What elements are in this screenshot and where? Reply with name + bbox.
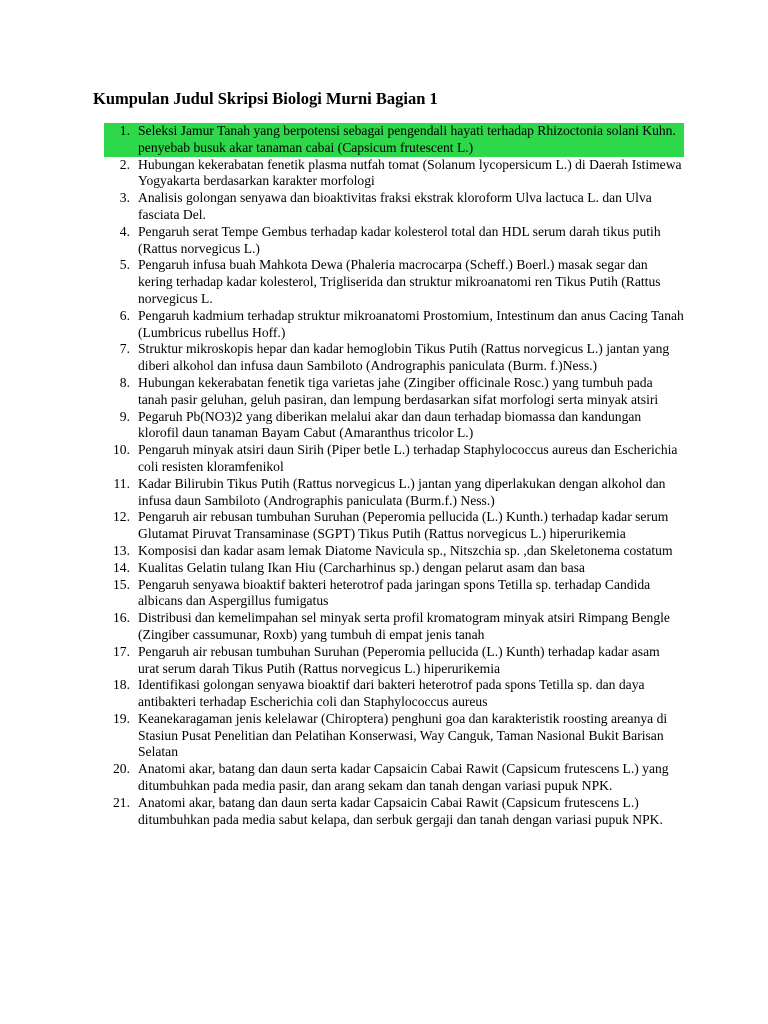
list-item-text: Identifikasi golongan senyawa bioaktif dari bakteri heterotrof pada spons Tetilla sp. dan daya antibakteri terhadap Escherichia coli dan Staphylococcus aureus bbox=[138, 677, 645, 710]
list-item bbox=[104, 560, 684, 577]
list-item-text: Komposisi dan kadar asam lemak Diatome Navicula sp., Nitszchia sp. ,dan Skeletonema costatum bbox=[138, 542, 673, 558]
list-item-number: 3. bbox=[119, 190, 130, 206]
list-item-text: Pengaruh infusa buah Mahkota Dewa (Phaleria macrocarpa (Scheff.) Boerl.) masak segar dan kering terhadap kadar kolesterol, Trigliserida dan struktur mikroanatomi ren Tikus Putih (Rattus norvegicus L. bbox=[138, 257, 661, 306]
list-item bbox=[104, 795, 684, 829]
list-item-highlighted bbox=[104, 123, 684, 157]
list-item bbox=[104, 509, 684, 543]
list-item-text: Pengaruh kadmium terhadap struktur mikroanatomi Prostomium, Intestinum dan anus Cacing Tanah (Lumbricus rubellus Hoff.) bbox=[138, 307, 684, 340]
list-item-text: Seleksi Jamur Tanah yang berpotensi sebagai pengendali hayati terhadap Rhizoctonia solani Kuhn. penyebab busuk akar tanaman cabai (Capsicum frutescent L.) bbox=[138, 123, 676, 155]
list-item-text: Pengaruh minyak atsiri daun Sirih (Piper betle L.) terhadap Staphylococcus aureus dan Escherichia coli resisten kloramfenikol bbox=[138, 442, 678, 474]
list-item-number: 19. bbox=[113, 710, 130, 726]
list-item-number: 18. bbox=[113, 677, 130, 693]
list-item bbox=[104, 577, 684, 611]
list-item-number: 11. bbox=[113, 475, 130, 491]
list-item-text: Keanekaragaman jenis kelelawar (Chiroptera) penghuni goa dan karakteristik roosting areanya di Stasiun Pusat Penelitian dan Pelatihan Konserwasi, Way Canguk, Taman Nasional Bukit Barisan Selatan bbox=[138, 710, 668, 760]
document-title: Kumpulan Judul Skripsi Biologi Murni Bagian 1 bbox=[93, 89, 438, 108]
list-item-text: Kadar Bilirubin Tikus Putih (Rattus norvegicus L.) jantan yang diperlakukan dengan alkohol dan infusa daun Sambiloto (Andrographis paniculata (Burm.f.) Ness.) bbox=[138, 475, 666, 508]
list-item-number: 2. bbox=[119, 156, 130, 172]
list-item-text: Struktur mikroskopis hepar dan kadar hemoglobin Tikus Putih (Rattus norvegicus L.) jantan yang diberi alkohol dan infusa daun Sambiloto (Andrographis paniculata (Burm. f.)Ness.) bbox=[138, 341, 670, 374]
list-item bbox=[104, 375, 684, 409]
list-item-number: 12. bbox=[113, 509, 130, 525]
list-item bbox=[104, 257, 684, 307]
list-item-number: 10. bbox=[113, 442, 130, 458]
list-item bbox=[104, 409, 684, 443]
list-item-text: Pengaruh serat Tempe Gembus terhadap kadar kolesterol total dan HDL serum darah tikus putih (Rattus norvegicus L.) bbox=[138, 223, 661, 256]
list-item-number: 14. bbox=[113, 559, 130, 575]
list-item bbox=[104, 442, 684, 476]
list-item-number: 5. bbox=[119, 257, 130, 273]
list-item-text: Pengaruh air rebusan tumbuhan Suruhan (Peperomia pellucida (L.) Kunth) terhadap kadar asam urat serum darah Tikus Putih (Rattus norvegicus L.) hiperurikemia bbox=[138, 643, 660, 676]
list-item bbox=[104, 677, 684, 711]
list-item-text: Pegaruh Pb(NO3)2 yang diberikan melalui akar dan daun terhadap biomassa dan kandungan klorofil daun tanaman Bayam Cabut (Amaranthus tricolor L.) bbox=[138, 408, 642, 441]
list-item-number: 7. bbox=[119, 341, 130, 357]
list-item-text: Hubungan kekerabatan fenetik tiga varietas jahe (Zingiber officinale Rosc.) yang tumbuh pada tanah pasir geluhan, geluh pasiran, dan lempung berdasarkan sifat morfologi serta minyak atsiri bbox=[138, 374, 659, 407]
list-item-text: Distribusi dan kemelimpahan sel minyak serta profil kromatogram minyak atsiri Rimpang Bengle (Zingiber cassumunar, Roxb) yang tumbuh di empat jenis tanah bbox=[138, 610, 670, 642]
list-item bbox=[104, 341, 684, 375]
list-item-text: Anatomi akar, batang dan daun serta kadar Capsaicin Cabai Rawit (Capsicum frutescens L.) ditumbuhkan pada media sabut kelapa, dan serbuk gergaji dan tanah dengan variasi pupuk NPK. bbox=[138, 794, 663, 827]
list-item bbox=[104, 711, 684, 761]
list-item-number: 13. bbox=[113, 542, 130, 558]
list-item bbox=[104, 190, 684, 224]
list-item-text: Anatomi akar, batang dan daun serta kadar Capsaicin Cabai Rawit (Capsicum frutescens L.) yang ditumbuhkan pada media pasir, dan arang sekam dan tanah dengan variasi pupuk NPK. bbox=[138, 761, 669, 794]
list-item bbox=[104, 476, 684, 510]
list-item bbox=[104, 761, 684, 795]
list-item-number: 1. bbox=[119, 123, 130, 138]
list-item-number: 21. bbox=[113, 794, 130, 810]
list-item-text: Pengaruh senyawa bioaktif bakteri heterotrof pada jaringan spons Tetilla sp. terhadap Candida albicans dan Aspergillus fumigatus bbox=[138, 576, 651, 609]
thesis-title-list bbox=[104, 123, 684, 828]
list-item-number: 16. bbox=[113, 610, 130, 626]
list-item-text: Kualitas Gelatin tulang Ikan Hiu (Carcharhinus sp.) dengan pelarut asam dan basa bbox=[138, 559, 585, 575]
list-item bbox=[104, 610, 684, 644]
list-item-number: 8. bbox=[119, 374, 130, 390]
list-item-number: 17. bbox=[113, 643, 130, 659]
list-item-number: 9. bbox=[119, 408, 130, 424]
list-item-text: Hubungan kekerabatan fenetik plasma nutfah tomat (Solanum lycopersicum L.) di Daerah Istimewa Yogyakarta berdasarkan karakter morfologi bbox=[138, 156, 682, 189]
list-item bbox=[104, 644, 684, 678]
list-item bbox=[104, 543, 684, 560]
list-item bbox=[104, 308, 684, 342]
list-item bbox=[104, 224, 684, 258]
list-item-text: Pengaruh air rebusan tumbuhan Suruhan (Peperomia pellucida (L.) Kunth.) terhadap kadar serum Glutamat Piruvat Transaminase (SGPT) Tikus Putih (Rattus norvegicus L.) hiperurikemia bbox=[138, 509, 669, 542]
list-item-number: 4. bbox=[119, 223, 130, 239]
list-item-number: 15. bbox=[113, 576, 130, 592]
list-item-text: Analisis golongan senyawa dan bioaktivitas fraksi ekstrak kloroform Ulva lactuca L. dan Ulva fasciata Del. bbox=[138, 190, 652, 222]
list-item bbox=[104, 157, 684, 191]
list-item-number: 20. bbox=[113, 761, 130, 777]
list-item-number: 6. bbox=[119, 307, 130, 323]
